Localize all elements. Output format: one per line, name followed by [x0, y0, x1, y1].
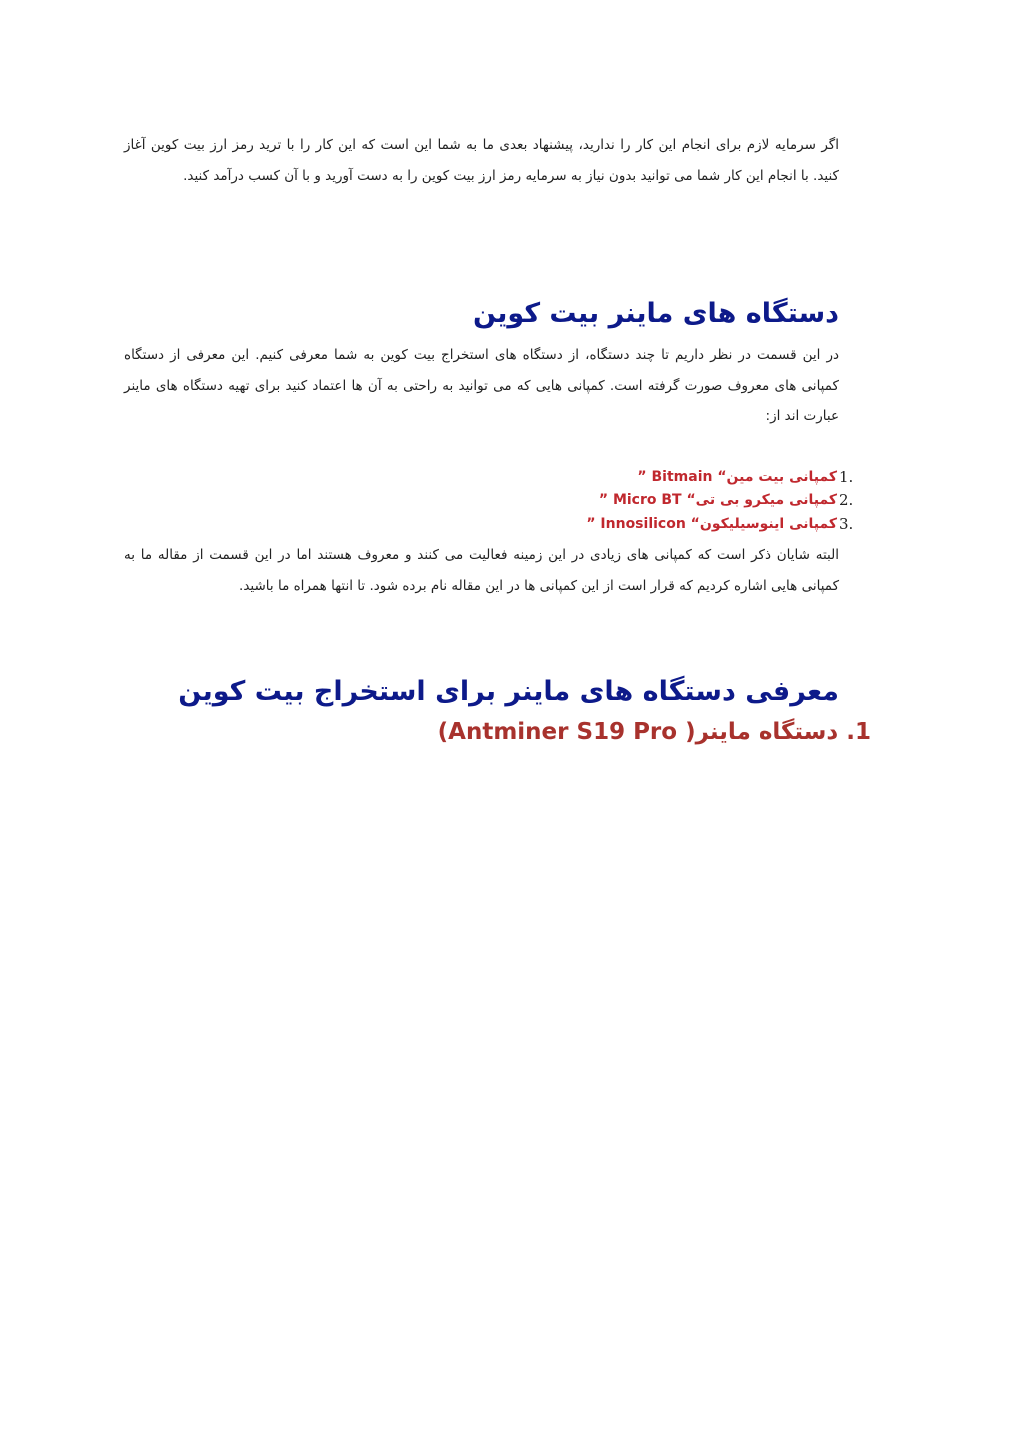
list-number: 1.: [839, 467, 854, 486]
section-heading-intro-miners: [124, 672, 839, 712]
subheading-text: دستگاه ماینر( Antminer S19 Pro): [437, 719, 839, 745]
list-item: [124, 465, 869, 489]
intro-section: [124, 130, 839, 191]
intro-paragraph: اگر سرمایه لازم برای انجام این کار را ندارید، پیشنهاد بعدی ما به شما این است که این کار را با ترید رمز ارز بیت کوین آغاز کنید. با انجام این کار شما می توانید بدون نیاز به سرمایه رمز ارز بیت کوین را به دست آورید و با آن کسب درآمد کنید.: [124, 137, 839, 184]
note-paragraph: البته شایان ذکر است که کمپانی های زیادی در این زمینه فعالیت می کنند و معروف هستند اما در این قسمت از مقاله ما به کمپانی هایی اشاره کردیم که قرار است از این کمپانی ها در این مقاله نام برده شود. تا انتها همراه ما باشید.: [124, 547, 839, 594]
list-number: 2.: [839, 491, 854, 510]
subheading-number: 1.: [846, 719, 871, 745]
company-bitmain: کمپانی بیت مین“ Bitmain ”: [637, 468, 837, 485]
section-title: معرفی دستگاه های ماینر برای استخراج بیت کوین: [178, 676, 839, 707]
list-item: [124, 489, 869, 513]
section-title: دستگاه های ماینر بیت کوین: [472, 298, 839, 329]
section-heading-miners: [124, 294, 839, 334]
section-intro: [124, 340, 839, 432]
subheading-antminer: [124, 715, 871, 749]
company-innosilicon: کمپانی اینوسیلیکون“ Innosilicon ”: [586, 515, 837, 532]
list-item: [124, 512, 869, 536]
note-section: [124, 540, 839, 601]
company-microbt: کمپانی میکرو بی تی“ Micro BT ”: [598, 492, 837, 509]
section-paragraph: در این قسمت در نظر داریم تا چند دستگاه، از دستگاه های استخراج بیت کوین به شما معرفی کنیم. این معرفی از دستگاه کمپانی های معروف صورت گرفته است. کمپانی هایی که می توانید به راحتی به آن ها اعتماد کنید برای تهیه دستگاه های ماینر عبارت اند از:: [124, 347, 839, 424]
list-number: 3.: [839, 514, 854, 533]
company-list: [124, 465, 869, 536]
